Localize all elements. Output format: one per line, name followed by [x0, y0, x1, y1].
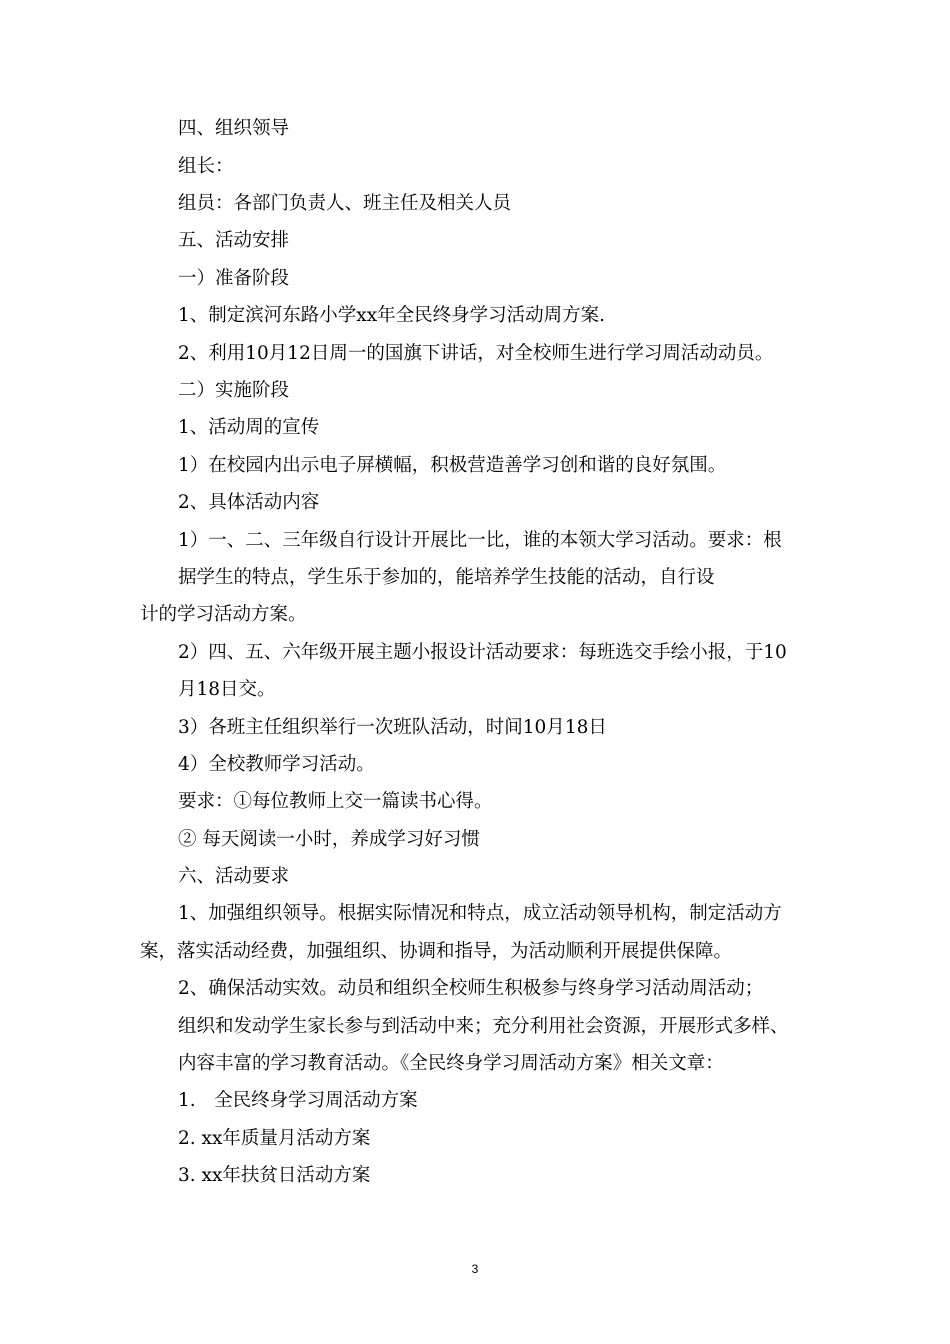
related-article-item: 2. xx年质量月活动方案	[178, 1128, 371, 1149]
paragraph-line: 1、制定滨河东路小学xx年全民终身学习活动周方案.	[178, 305, 606, 326]
paragraph-line: 计的学习活动方案。	[140, 604, 307, 625]
section-heading-arrangement: 五、活动安排	[178, 230, 290, 251]
paragraph-line: 1）一、二、三年级自行设计开展比一比，谁的本领大学习活动。要求：根	[178, 530, 782, 551]
page-number: 3	[471, 1262, 479, 1276]
related-article-item: 3. xx年扶贫日活动方案	[178, 1165, 371, 1186]
paragraph-line: 组织和发动学生家长参与到活动中来；充分利用社会资源，开展形式多样、	[178, 1016, 789, 1037]
paragraph-line: 2、利用10月12日周一的国旗下讲话，对全校师生进行学习周活动动员。	[178, 343, 774, 364]
paragraph-line: 4）全校教师学习活动。	[178, 754, 375, 775]
paragraph-line: 案，落实活动经费，加强组织、协调和指导，为活动顺利开展提供保障。	[140, 941, 733, 962]
paragraph-line: ② 每天阅读一小时，养成学习好习惯	[178, 829, 480, 850]
paragraph-line: 月18日交。	[178, 679, 276, 700]
section-heading-organization: 四、组织领导	[178, 118, 290, 139]
paragraph-line: 3）各班主任组织举行一次班队活动，时间10月18日	[178, 717, 607, 738]
paragraph-line: 要求：①每位教师上交一篇读书心得。	[178, 791, 493, 812]
paragraph-line: 1、加强组织领导。根据实际情况和特点，成立活动领导机构，制定活动方	[178, 903, 782, 924]
subsection-heading: 二）实施阶段	[178, 380, 290, 401]
paragraph-line: 1、活动周的宣传	[178, 417, 320, 438]
subsection-heading: 一）准备阶段	[178, 268, 290, 289]
paragraph-line: 组长：	[178, 156, 234, 177]
related-article-item: 1. 全民终身学习周活动方案	[178, 1090, 418, 1111]
paragraph-line: 2、确保活动实效。动员和组织全校师生积极参与终身学习活动周活动；	[178, 978, 764, 999]
paragraph-line: 2）四、五、六年级开展主题小报设计活动要求：每班选交手绘小报，于10	[178, 642, 787, 663]
paragraph-line: 1）在校园内出示电子屏横幅，积极营造善学习创和谐的良好氛围。	[178, 455, 727, 476]
paragraph-line: 内容丰富的学习教育活动。《全民终身学习周活动方案》相关文章：	[178, 1053, 724, 1074]
paragraph-line: 据学生的特点，学生乐于参加的，能培养学生技能的活动，自行设	[178, 567, 715, 588]
paragraph-line: 2、具体活动内容	[178, 492, 320, 513]
section-heading-requirements: 六、活动要求	[178, 866, 290, 887]
paragraph-line: 组员：各部门负责人、班主任及相关人员	[178, 193, 512, 214]
